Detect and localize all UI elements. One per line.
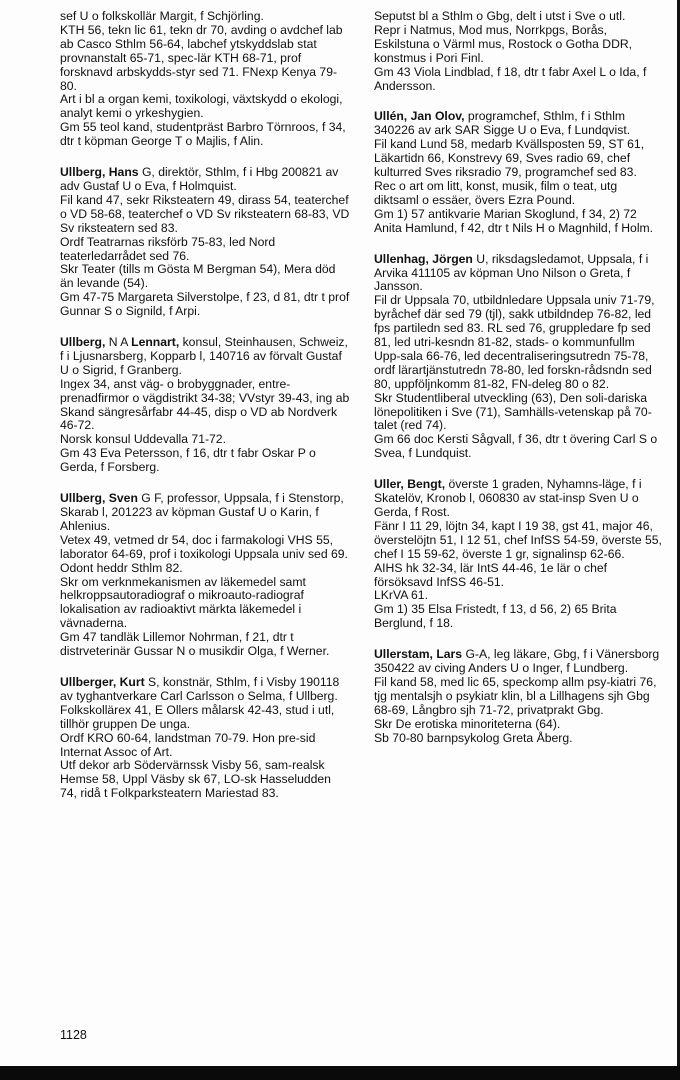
entry-ullerstam-lars (374, 648, 664, 745)
entry-name: Ullerstam, Lars (374, 647, 463, 662)
entry-text: Seputst bl a Sthlm o Gbg, delt i utst i Sve o utl. (374, 9, 626, 23)
entry-name: Ullberg, (60, 335, 106, 350)
entry-text: Odont heddr Sthlm 82. (60, 560, 183, 575)
entry-text: Sb 70-80 barnpsykolog Greta Åberg. (374, 730, 573, 745)
page-number: 1128 (60, 1028, 87, 1042)
entry-text: LKrVA 61. (374, 588, 428, 603)
entry-text: Fil kand 58, med lic 65, speckomp allm psy-kiatri 76, tjg mentalsjh o psykiatr klin, bl a Lillhagens sjh Gbg 68-69, Långbro sjh 71-72, privatprakt Gbg. (374, 674, 657, 717)
entry-text: Gm 47-75 Margareta Silverstolpe, f 23, d 81, dtr t prof Gunnar S o Signild, f Arpi. (60, 290, 350, 319)
entry-text: Gm 1) 57 antikvarie Marian Skoglund, f 34, 2) 72 Anita Hamlund, f 42, dtr t Nils H o Magnhild, f Holm. (374, 206, 654, 235)
entry-text: Fänr I 11 29, löjtn 34, kapt I 19 38, gst 41, major 46, överstelöjtn 51, I 12 51, chef InfSS 54-59, överste 55, chef I 15 59-62, överste 1 gr, signalinsp 62-66. (374, 518, 662, 561)
entry-text: Repr i Natmus, Mod mus, Norrkpgs, Borås, Eskilstuna o Värml mus, Rostock o Gotha DDR, konstmus i Pori Finl. (374, 22, 633, 65)
entry-name: Uller, Bengt, (374, 477, 446, 492)
entry-text: programchef, Sthlm, f i Sthlm 340226 av ark SAR Sigge U o Eva, f Lundqvist. (374, 109, 631, 138)
entry-text: KTH 56, tekn lic 61, tekn dr 70, avding o avdchef lab ab Casco Sthlm 56-64, labchef ytskyddslab stat provnanstalt 65-71, spec-lär KTH 68-71, prof forsknavd arbskydds-styr sed 71. FNexp Kenya 79-80. (60, 22, 343, 93)
entry-ullberger-kurt (60, 676, 350, 801)
entry-text: S, konstnär, Sthlm, f i Visby 190118 av tyghantverkare Carl Carlsson o Selma, f Ullberg. (60, 674, 340, 703)
entry-text: Ordf KRO 60-64, landstman 70-79. Hon pre-sid Internat Assoc of Art. (60, 730, 316, 759)
entry-text: Gm 1) 35 Elsa Fristedt, f 13, d 56, 2) 65 Brita Berglund, f 18. (374, 602, 617, 631)
entry-text: Fil dr Uppsala 70, utbildnledare Uppsala univ 71-79, byråchef där sed 79 (tjl), sakk utbildndep 76-82, led fps partiledn sed 83. RL sed 76, gruppledare fp sed 81, led utri-kesndn 81-82, stads- o kommunfullm Upp-sala 66-76, led decentraliseringsutredn 75-78, ordf lärartjänstutredn 78-80, led forskn-rådsndn sed 80, uppföljnkomm 81-82, FN-deleg 80 o 82. (374, 293, 655, 391)
entry-name: Ullberg, Sven (60, 491, 138, 506)
entry-text: Gm 43 Viola Lindblad, f 18, dtr t fabr Axel L o Ida, f Andersson. (374, 64, 647, 93)
entry-text: Skr Teater (tills m Gösta M Bergman 54), Mera död än levande (54). (60, 262, 336, 291)
entry-continuation-right (374, 10, 664, 93)
entry-text: Gm 47 tandläk Lillemor Nohrman, f 21, dtr t distrveterinär Gussar N o musikdir Olga, f Werner. (60, 630, 330, 659)
entry-text: Rec o art om litt, konst, musik, film o teat, utg diktsaml o essäer, övers Ezra Pound. (374, 178, 618, 207)
entry-text: G, direktör, Sthlm, f i Hbg 200821 av adv Gustaf U o Eva, f Holmquist. (60, 165, 339, 193)
entry-text: U, riksdagsledamot, Uppsala, f i Arvika 411105 av köpman Uno Nilson o Greta, f Jansson. (374, 251, 649, 294)
entry-ullberg-hans (60, 166, 350, 319)
entry-ullberg-sven (60, 492, 350, 659)
entry-ullenhag-jorgen (374, 253, 664, 462)
right-column (374, 10, 664, 763)
entry-text: Norsk konsul Uddevalla 71-72. (60, 432, 226, 447)
entry-text: Gm 66 doc Kersti Sågvall, f 36, dtr t övering Carl S o Svea, f Lundquist. (374, 432, 658, 461)
entry-text: Gm 55 teol kand, studentpräst Barbro Törnroos, f 34, dtr t köpman George T o Majlis, f Alin. (60, 120, 346, 149)
entry-continuation-left (60, 10, 350, 149)
entry-name: Ullenhag, Jörgen (374, 251, 473, 266)
entry-text: överste 1 graden, Nyhamns-läge, f i Skatelöv, Kronob l, 060830 av stat-insp Sven U o Gerda, f Rost. (374, 477, 642, 519)
entry-text: G F, professor, Uppsala, f i Stenstorp, Skarab l, 201223 av köpman Gustaf U o Karin, f Ahlenius. (60, 491, 344, 533)
entry-text: G-A, leg läkare, Gbg, f i Vänersborg 350422 av civing Anders U o Inger, f Lundberg. (374, 647, 660, 676)
entry-text: Ingex 34, anst väg- o brobyggnader, entre-prenadfirmor o vägdistrikt 34-38; VVstyr 39-43, ing ab Skand sängresårfabr 44-45, disp o VD ab Nordverk 46-72. (60, 376, 350, 433)
entry-text: AIHS hk 32-34, lär IntS 44-46, 1e lär o chef försöksavd InfSS 46-51. (374, 560, 608, 589)
entry-name-given: Lennart, (131, 335, 180, 350)
entry-name-middle: N A (105, 335, 132, 350)
entry-text: Fil kand 47, sekr Riksteatern 49, dirass 54, teaterchef o VD 58-68, teaterchef o VD Sv riksteatern 68-83, VD Sv riksteatern sed 83. (60, 192, 350, 235)
entry-text: Gm 43 Eva Petersson, f 16, dtr t fabr Oskar P o Gerda, f Forsberg. (60, 446, 316, 475)
entry-text: Fil kand Lund 58, medarb Kvällsposten 59, ST 61, Läkartidn 66, Konstrevy 69, Sves radio 69, chef kulturred Sves riksradio 79, programchef sed 83. (374, 137, 645, 180)
entry-text: Skr De erotiska minoriteterna (64). (374, 716, 561, 731)
entry-text: sef U o folkskollär Margit, f Schjörling. (60, 9, 264, 23)
entry-text: Ordf Teatrarnas riksförb 75-83, led Nord teaterledarrådet sed 76. (60, 234, 276, 263)
entry-name: Ullberg, Hans (60, 165, 139, 180)
entry-name: Ullén, Jan Olov, (374, 109, 465, 124)
entry-text: Folkskollärex 41, E Ollers målarsk 42-43, stud i utl, tillhör gruppen De unga. (60, 702, 335, 731)
entry-name: Ullberger, Kurt (60, 674, 145, 689)
entry-ullen-jan-olov (374, 110, 664, 235)
entry-text: Skr om verknmekanismen av läkemedel samt helkroppsautoradiograf o mikroauto-radiograf lokalisation av radioaktivt märkta läkemedel i vävnaderna. (60, 574, 306, 631)
bottom-scan-bar (0, 1066, 680, 1080)
entry-text: Art i bl a organ kemi, toxikologi, växtskydd o ekologi, analyt kemi o yrkeshygien. (60, 92, 343, 121)
entry-text: Utf dekor arb Södervärnssk Visby 56, sam-realsk Hemse 58, Uppl Väsby sk 67, LO-sk Hasseludden 74, ridå t Folkparksteatern Mariestad 83. (60, 758, 331, 801)
entry-uller-bengt (374, 478, 664, 631)
entry-text: Vetex 49, vetmed dr 54, doc i farmakologi VHS 55, laborator 64-69, prof i toxikologi Uppsala univ sed 69. (60, 532, 348, 561)
entry-text: Skr Studentliberal utveckling (63), Den soli-dariska lönepolitiken i Sve (71), Samhälls-vetenskap på 70-talet (red 74). (374, 390, 652, 433)
entry-ullberg-lennart (60, 336, 350, 475)
left-column (60, 10, 350, 818)
entry-text: konsul, Steinhausen, Schweiz, f i Ljusnarsberg, Kopparb l, 140716 av förvalt Gustaf U o Sigrid, f Granberg. (60, 335, 348, 377)
